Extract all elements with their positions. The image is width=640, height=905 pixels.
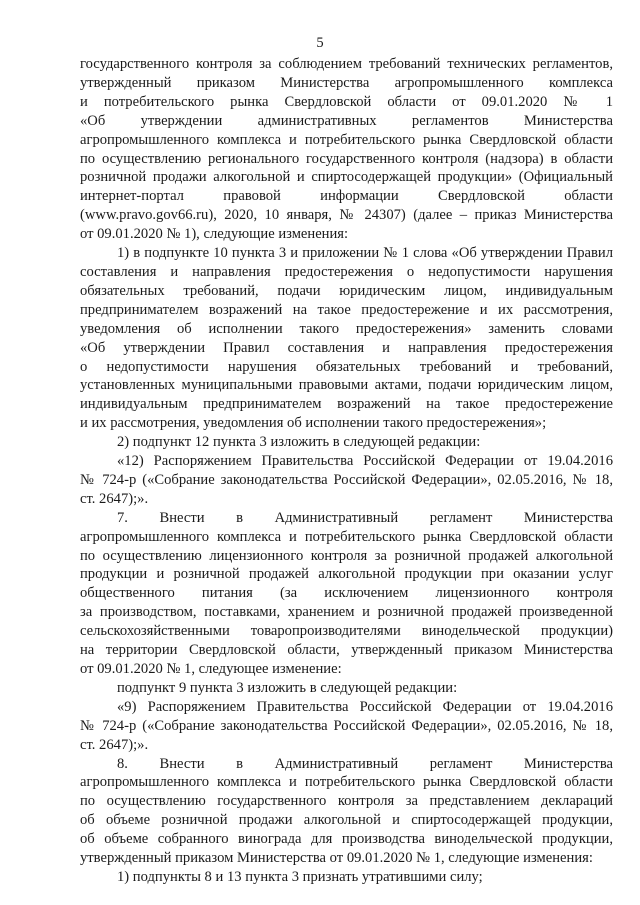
document-body	[80, 55, 613, 887]
text-line: «12) Распоряжением Правительства Российской Федерации от 19.04.2016	[117, 453, 613, 470]
text-line: утвержденный приказом Министерства от 09.01.2020 № 1, следующие изменения:	[80, 850, 593, 867]
text-line: 1) подпункты 8 и 13 пункта 3 признать утратившими силу;	[117, 868, 483, 885]
text-line: 1) в подпункте 10 пункта 3 и приложении № 1 слова «Об утверждении Правил	[117, 245, 613, 262]
text-line: по осуществлению регионального государственного контроля (надзора) в области	[80, 150, 613, 167]
text-line: 2) подпункт 12 пункта 3 изложить в следующей редакции:	[117, 434, 481, 451]
text-line: индивидуальным предпринимателем возражений на такое предостережение	[80, 396, 613, 413]
text-line: утвержденный приказом Министерства агропромышленного комплекса	[80, 74, 613, 91]
text-line: ст. 2647);».	[80, 736, 149, 753]
text-line: обязательных требований, подачи юридическим лицом, индивидуальным	[80, 282, 613, 299]
text-line: установленных муниципальными правовыми актами, подачи юридическим лицом,	[80, 377, 613, 394]
text-line: от 09.01.2020 № 1, следующее изменение:	[80, 661, 342, 677]
text-line: от 09.01.2020 № 1), следующие изменения:	[80, 226, 349, 243]
text-line: о недопустимости нарушения обязательных требований и требований,	[80, 358, 613, 375]
text-line: ст. 2647);».	[80, 490, 149, 507]
text-line: № 724-р («Собрание законодательства Российской Федерации», 02.05.2016, № 18,	[80, 471, 613, 488]
text-line: продукции и розничной продажей алкогольной продукции при оказании услуг	[80, 566, 613, 583]
text-line: «Об утверждении Правил составления и направления предостережения	[80, 339, 613, 356]
text-line: (www.pravo.gov66.ru), 2020, 10 января, № 24307) (далее – приказ Министерства	[80, 207, 613, 224]
text-line: и их рассмотрения, уведомления об исполнении такого предостережения»;	[80, 415, 547, 432]
text-line: агропромышленного комплекса и потребительского рынка Свердловской области	[80, 528, 613, 545]
text-line: государственного контроля за соблюдением требований технических регламентов,	[80, 56, 613, 72]
text-line: и потребительского рынка Свердловской области от 09.01.2020 № 1	[80, 93, 613, 110]
page-number: 5	[316, 35, 324, 51]
text-line: сельскохозяйственными товаропроизводителями винодельческой продукции)	[80, 623, 613, 640]
text-line: агропромышленного комплекса и потребительского рынка Свердловской области	[80, 774, 613, 791]
text-line: «Об утверждении административных регламентов Министерства	[80, 112, 613, 129]
text-line: 8. Внести в Административный регламент Министерства	[117, 755, 613, 772]
text-line: розничной продажи алкогольной и спиртосодержащей продукции» (Официальный	[80, 169, 613, 186]
text-line: 7. Внести в Административный регламент Министерства	[117, 509, 613, 526]
text-line: «9) Распоряжением Правительства Российской Федерации от 19.04.2016	[117, 698, 613, 715]
text-line: уведомления об исполнении такого предостережения» заменить словами	[80, 320, 613, 337]
text-line: об объеме розничной продажи алкогольной и спиртосодержащей продукции,	[80, 812, 613, 829]
text-line: общественного питания (за исключением лицензионного контроля	[80, 585, 613, 602]
text-line: интернет-портал правовой информации Свердловской области	[80, 188, 613, 205]
text-line: на территории Свердловской области, утвержденный приказом Министерства	[80, 642, 613, 659]
text-line: об объеме собранного винограда для производства винодельческой продукции,	[80, 831, 613, 848]
text-line: подпункт 9 пункта 3 изложить в следующей редакции:	[117, 679, 458, 696]
text-line: составления и направления предостережения о недопустимости нарушения	[80, 263, 613, 280]
text-line: № 724-р («Собрание законодательства Российской Федерации», 02.05.2016, № 18,	[80, 717, 613, 734]
text-line: по осуществлению государственного контроля за представлением деклараций	[80, 793, 613, 810]
text-line: по осуществлению лицензионного контроля за розничной продажей алкогольной	[80, 547, 613, 564]
text-line: за производством, поставками, хранением и розничной продажей произведенной	[80, 604, 613, 621]
text-line: агропромышленного комплекса и потребительского рынка Свердловской области	[80, 131, 613, 148]
text-line: предпринимателем возражений на такое предостережение и их рассмотрения,	[80, 301, 613, 318]
